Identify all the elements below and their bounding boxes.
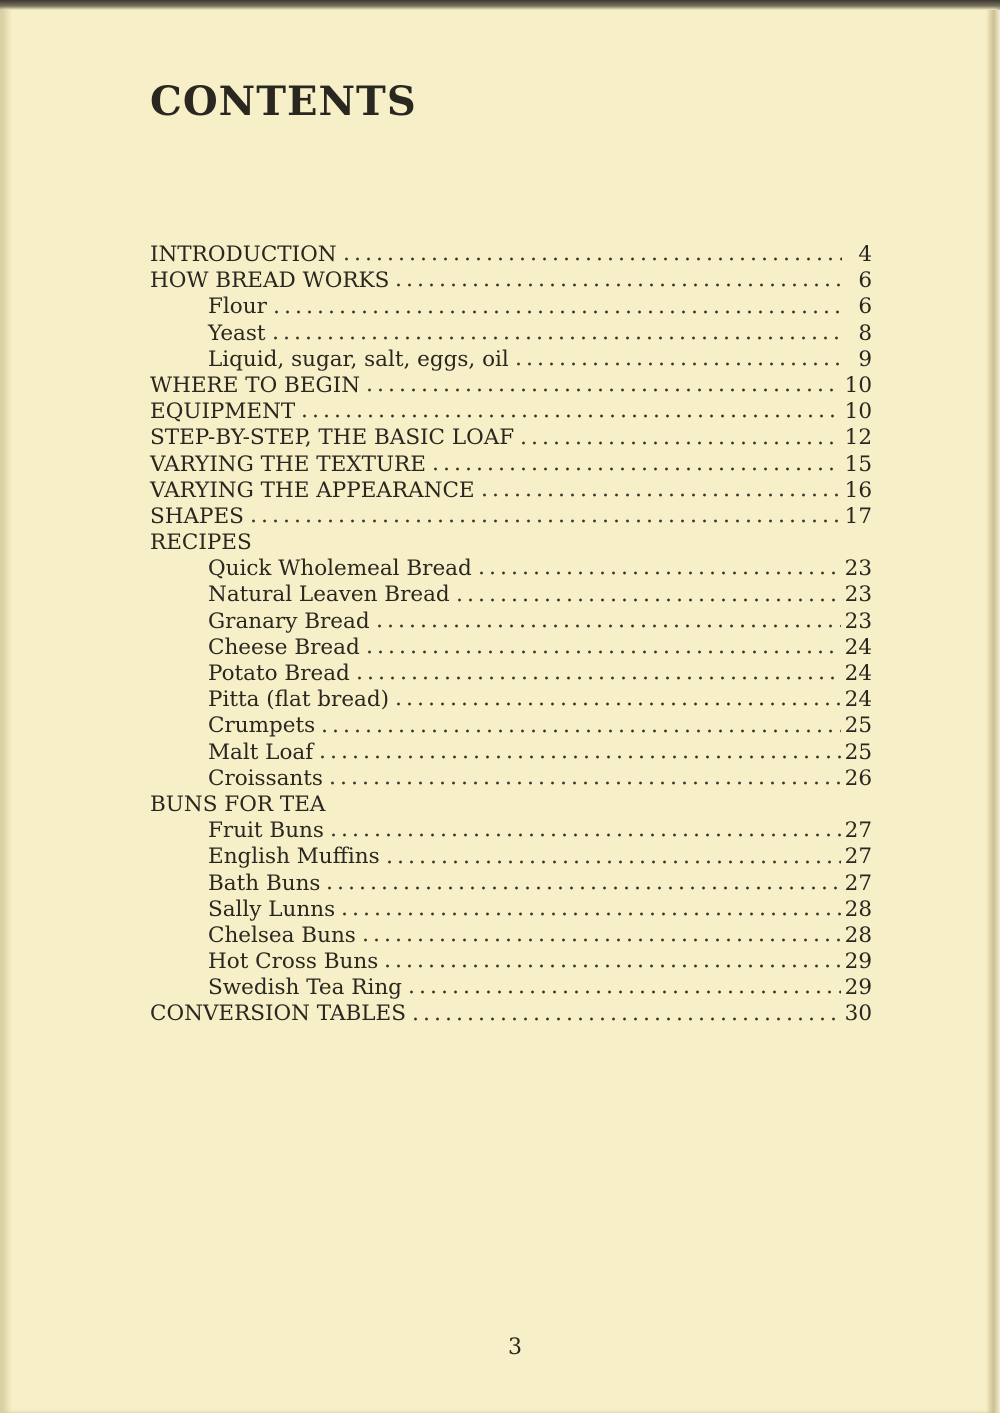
toc-entry-page: 24	[844, 687, 872, 713]
toc-entry-page: 8	[858, 320, 872, 346]
toc-entry-title: CONVERSION TABLES	[150, 1001, 406, 1027]
toc-entry-page: 24	[844, 661, 872, 686]
toc-entry-title: Quick Wholemeal Bread	[208, 556, 472, 582]
toc-entry-title: Crumpets	[208, 713, 316, 739]
dot-leader	[319, 728, 841, 734]
toc-entry-title: RECIPES	[150, 530, 252, 556]
toc-entry	[150, 556, 872, 582]
dot-leader	[364, 387, 841, 393]
toc-entry-title: Fruit Buns	[208, 818, 324, 844]
dot-leader	[410, 1016, 841, 1022]
toc-entry-page: 26	[844, 765, 872, 791]
toc-entry-title: Malt Loaf	[208, 739, 314, 765]
toc-entry	[150, 373, 872, 399]
dot-leader	[328, 832, 841, 838]
toc-entry-page: 27	[844, 870, 872, 896]
toc-entry-page: 12	[844, 425, 872, 451]
toc-entry	[150, 425, 872, 451]
toc-entry-page: 28	[844, 896, 872, 922]
toc-entry-page: 15	[844, 451, 872, 477]
toc-entry-title: Liquid, sugar, salt, eggs, oil	[208, 346, 509, 372]
dot-leader	[299, 413, 840, 419]
toc-entry-title: INTRODUCTION	[150, 242, 337, 267]
toc-entry	[150, 975, 872, 1001]
dot-leader	[382, 963, 840, 969]
toc-entry	[150, 268, 872, 294]
toc-entry-page: 4	[858, 242, 872, 267]
toc-entry	[150, 347, 872, 373]
dot-leader	[406, 989, 841, 995]
page-right-edge	[986, 10, 1000, 1413]
toc-entry-page: 27	[844, 844, 872, 870]
toc-entry	[150, 949, 872, 975]
toc-entry-page: 29	[844, 975, 872, 1001]
dot-leader	[513, 361, 842, 367]
toc-entry	[150, 687, 872, 713]
toc-entry	[150, 294, 872, 320]
toc-entry	[150, 399, 872, 425]
toc-entry-title: Cheese Bread	[208, 634, 360, 660]
toc-entry-page: 17	[844, 503, 872, 529]
toc-entry	[150, 844, 872, 870]
dot-leader	[518, 440, 840, 446]
page-top-edge	[0, 0, 1000, 10]
toc-entry	[150, 530, 872, 556]
toc-entry-title: EQUIPMENT	[150, 399, 296, 425]
toc-entry	[150, 582, 872, 608]
toc-entry-title: VARYING THE TEXTURE	[150, 451, 426, 477]
dot-leader	[476, 570, 841, 576]
page-spine-shadow	[0, 10, 12, 1413]
toc-entry	[150, 766, 872, 792]
page-number: 3	[508, 1335, 522, 1360]
toc-entry-page: 25	[844, 739, 872, 765]
toc-entry-title: Sally Lunns	[208, 896, 336, 922]
toc-entry-title: Swedish Tea Ring	[208, 975, 402, 1001]
toc-entry-title: Bath Buns	[208, 870, 321, 896]
toc-entry	[150, 818, 872, 844]
toc-entry-page: 27	[844, 818, 872, 844]
dot-leader	[317, 754, 840, 760]
toc-entry-page: 16	[844, 477, 872, 503]
toc-entry-title: Hot Cross Buns	[208, 949, 379, 975]
toc-entry	[150, 321, 872, 347]
toc-entry-page: 6	[858, 294, 872, 320]
toc-entry	[150, 792, 872, 818]
toc-entry-title: Pitta (flat bread)	[208, 687, 390, 713]
dot-leader	[327, 780, 841, 786]
dot-leader	[393, 282, 842, 288]
toc-entry-page: 28	[844, 922, 872, 948]
toc-entry-title: WHERE TO BEGIN	[150, 372, 361, 398]
toc-entry	[150, 740, 872, 766]
toc-entry	[150, 923, 872, 949]
toc-entry-page: 23	[844, 582, 872, 608]
toc-entry-title: English Muffins	[208, 844, 380, 870]
toc-entry-title: Natural Leaven Bread	[208, 582, 450, 608]
dot-leader	[248, 518, 841, 524]
toc-entry	[150, 635, 872, 661]
toc-entry	[150, 661, 872, 687]
dot-leader	[454, 597, 841, 603]
toc-entry	[150, 897, 872, 923]
toc-entry	[150, 713, 872, 739]
dot-leader	[324, 885, 840, 891]
dot-leader	[479, 492, 841, 498]
toc-entry-title: Chelsea Buns	[208, 922, 356, 948]
toc-entry	[150, 242, 872, 268]
dot-leader	[430, 466, 841, 472]
dot-leader	[354, 675, 841, 681]
toc-entry-title: Yeast	[208, 320, 266, 346]
toc-entry-title: Croissants	[208, 765, 323, 791]
toc-entry-title: VARYING THE APPEARANCE	[150, 477, 475, 503]
toc-entry-page: 25	[844, 713, 872, 739]
toc-entry	[150, 452, 872, 478]
dot-leader	[339, 911, 841, 917]
toc-entry	[150, 609, 872, 635]
toc-entry-page: 10	[844, 372, 872, 398]
toc-entry-title: BUNS FOR TEA	[150, 791, 326, 817]
toc-entry-page: 9	[858, 346, 872, 372]
toc-entry-title: STEP-BY-STEP, THE BASIC LOAF	[150, 425, 515, 451]
toc-entry-title: Flour	[208, 294, 267, 320]
contents-heading: CONTENTS	[150, 78, 417, 125]
toc-entry-page: 29	[844, 949, 872, 975]
toc-entry	[150, 478, 872, 504]
toc-entry-page: 30	[844, 1001, 872, 1027]
dot-leader	[270, 335, 842, 341]
dot-leader	[271, 309, 842, 315]
dot-leader	[364, 649, 841, 655]
toc-entry	[150, 504, 872, 530]
dot-leader	[341, 256, 842, 262]
dot-leader	[360, 937, 841, 943]
toc-entry-title: Potato Bread	[208, 661, 350, 686]
toc-entry	[150, 871, 872, 897]
dot-leader	[393, 701, 841, 707]
toc-entry-page: 24	[844, 634, 872, 660]
toc-entry-title: Granary Bread	[208, 608, 370, 634]
table-of-contents	[150, 242, 872, 1028]
toc-entry-page: 6	[858, 268, 872, 294]
toc-entry-title: HOW BREAD WORKS	[150, 268, 390, 294]
toc-entry-page: 23	[844, 556, 872, 582]
toc-entry-page: 23	[844, 608, 872, 634]
dot-leader	[384, 859, 841, 865]
toc-entry-page: 10	[844, 399, 872, 425]
toc-entry	[150, 1001, 872, 1027]
toc-entry-title: SHAPES	[150, 503, 244, 529]
dot-leader	[374, 623, 841, 629]
